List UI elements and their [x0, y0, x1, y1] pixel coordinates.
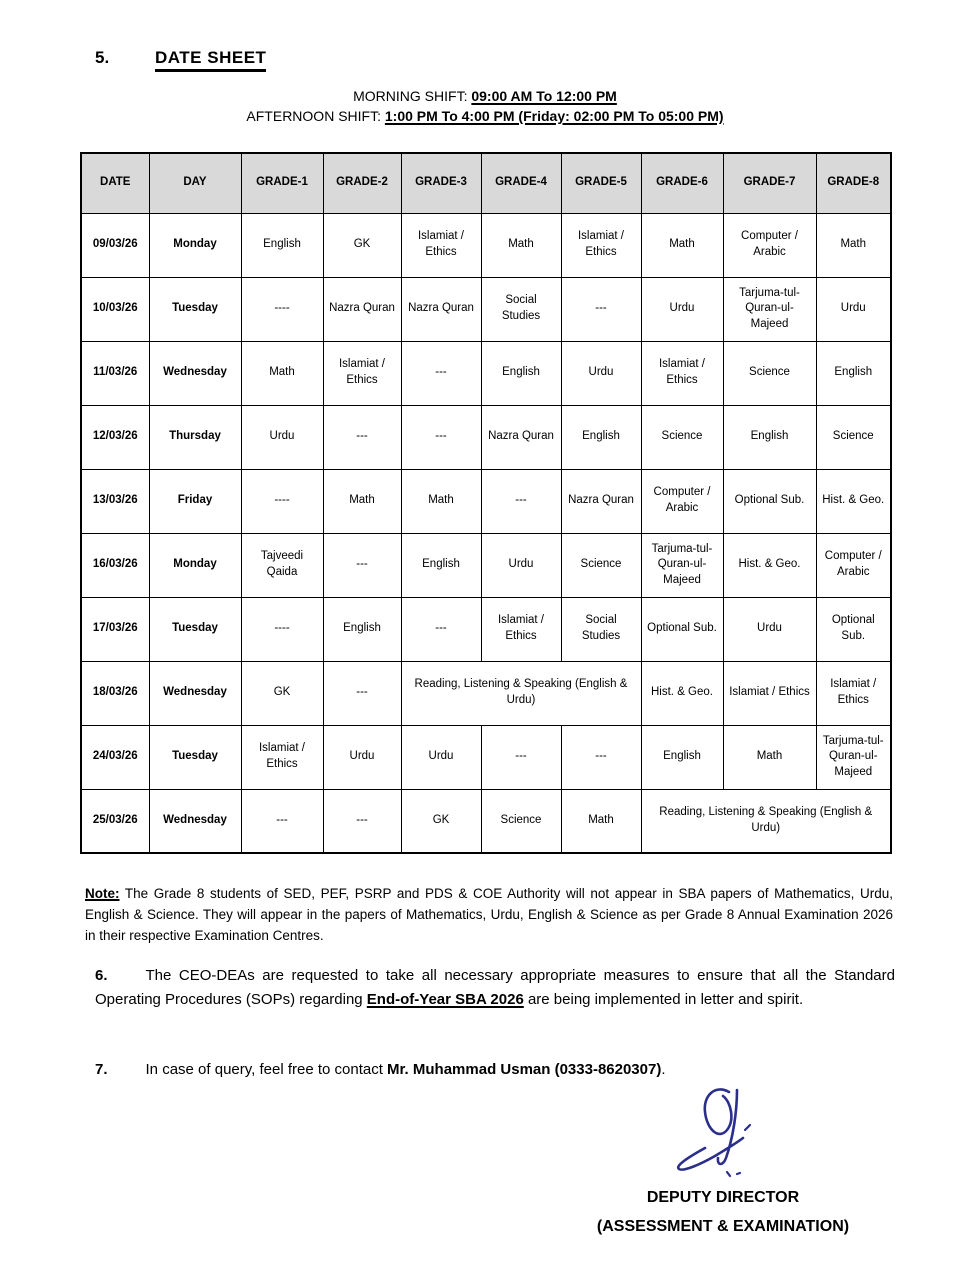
subject-cell: Social Studies — [481, 277, 561, 341]
paragraph-7-text-after: . — [661, 1061, 666, 1078]
subject-cell: GK — [241, 661, 323, 725]
subject-cell: Math — [323, 469, 401, 533]
subject-cell: Math — [816, 213, 891, 277]
paragraph-7-text: In case of query, feel free to contact — [145, 1061, 388, 1078]
column-header-grade-1: GRADE-1 — [241, 153, 323, 213]
subject-cell: Islamiat / Ethics — [481, 597, 561, 661]
subject-cell: --- — [241, 789, 323, 853]
shift-timings — [80, 86, 890, 127]
subject-cell: English — [323, 597, 401, 661]
date-sheet-table — [80, 152, 892, 854]
subject-cell: Nazra Quran — [323, 277, 401, 341]
subject-cell: Nazra Quran — [481, 405, 561, 469]
subject-cell: Science — [816, 405, 891, 469]
day-cell: Wednesday — [149, 341, 241, 405]
signatory-title-line1: DEPUTY DIRECTOR — [646, 1189, 800, 1206]
subject-cell: Tarjuma-tul-Quran-ul-Majeed — [641, 533, 723, 597]
table-body — [81, 213, 891, 853]
subject-cell: --- — [401, 405, 481, 469]
table-row — [81, 341, 891, 405]
subject-cell: Reading, Listening & Speaking (English & Urdu) — [401, 661, 641, 725]
date-cell: 24/03/26 — [81, 725, 149, 789]
subject-cell: Urdu — [816, 277, 891, 341]
subject-cell: Islamiat / Ethics — [241, 725, 323, 789]
subject-cell: Social Studies — [561, 597, 641, 661]
day-cell: Monday — [149, 213, 241, 277]
morning-shift-line — [80, 86, 890, 106]
subject-cell: --- — [561, 725, 641, 789]
day-cell: Friday — [149, 469, 241, 533]
table-header — [81, 153, 891, 213]
subject-cell: Islamiat / Ethics — [561, 213, 641, 277]
date-cell: 13/03/26 — [81, 469, 149, 533]
column-header-grade-5: GRADE-5 — [561, 153, 641, 213]
note-text: The Grade 8 students of SED, PEF, PSRP and PDS & COE Authority will not appear in SBA papers of Mathematics, Urdu, English & Science. They will appear in the papers of Mathematics, Urdu, English & Science as per Grade 8 Annual Examination 2026 in their respective Examination Centres. — [85, 886, 893, 943]
section-heading — [95, 48, 266, 68]
subject-cell: --- — [561, 277, 641, 341]
paragraph-6-text: The CEO-DEAs are requested to take all necessary appropriate measures to ensure that all the Standard Operating Procedures (SOPs) regarding — [95, 967, 895, 1009]
subject-cell: Optional Sub. — [641, 597, 723, 661]
subject-cell: English — [481, 341, 561, 405]
subject-cell: English — [723, 405, 816, 469]
subject-cell: ---- — [241, 597, 323, 661]
subject-cell: Nazra Quran — [401, 277, 481, 341]
subject-cell: Islamiat / Ethics — [723, 661, 816, 725]
day-cell: Tuesday — [149, 277, 241, 341]
subject-cell: Tarjuma-tul-Quran-ul-Majeed — [816, 725, 891, 789]
subject-cell: Computer / Arabic — [723, 213, 816, 277]
subject-cell: --- — [401, 341, 481, 405]
subject-cell: Islamiat / Ethics — [641, 341, 723, 405]
subject-cell: Math — [641, 213, 723, 277]
section-number: 5. — [95, 48, 110, 67]
subject-cell: Math — [241, 341, 323, 405]
column-header-grade-2: GRADE-2 — [323, 153, 401, 213]
signature-block — [548, 1086, 898, 1240]
date-cell: 09/03/26 — [81, 213, 149, 277]
date-cell: 11/03/26 — [81, 341, 149, 405]
column-header-grade-4: GRADE-4 — [481, 153, 561, 213]
subject-cell: GK — [323, 213, 401, 277]
subject-cell: --- — [481, 469, 561, 533]
subject-cell: Urdu — [401, 725, 481, 789]
column-header-grade-6: GRADE-6 — [641, 153, 723, 213]
page-title: DATE SHEET — [155, 48, 266, 72]
day-cell: Thursday — [149, 405, 241, 469]
subject-cell: Computer / Arabic — [816, 533, 891, 597]
day-cell: Tuesday — [149, 597, 241, 661]
morning-shift-time: 09:00 AM To 12:00 PM — [471, 88, 617, 104]
day-cell: Wednesday — [149, 661, 241, 725]
table-row — [81, 725, 891, 789]
subject-cell: Urdu — [561, 341, 641, 405]
subject-cell: Urdu — [323, 725, 401, 789]
subject-cell: English — [401, 533, 481, 597]
table-row — [81, 597, 891, 661]
date-cell: 18/03/26 — [81, 661, 149, 725]
subject-cell: Hist. & Geo. — [723, 533, 816, 597]
subject-cell: Science — [641, 405, 723, 469]
signatory-title-line2: (ASSESSMENT & EXAMINATION) — [596, 1217, 850, 1235]
subject-cell: --- — [323, 789, 401, 853]
subject-cell: Reading, Listening & Speaking (English & Urdu) — [641, 789, 891, 853]
date-cell: 17/03/26 — [81, 597, 149, 661]
paragraph-7-number: 7. — [95, 1061, 108, 1078]
subject-cell: Science — [561, 533, 641, 597]
subject-cell: Urdu — [241, 405, 323, 469]
subject-cell: --- — [401, 597, 481, 661]
subject-cell: --- — [323, 405, 401, 469]
morning-shift-label: MORNING SHIFT: — [353, 88, 472, 104]
column-header-date: DATE — [81, 153, 149, 213]
day-cell: Monday — [149, 533, 241, 597]
subject-cell: English — [561, 405, 641, 469]
subject-cell: Urdu — [641, 277, 723, 341]
note-label: Note: — [85, 886, 120, 901]
paragraph-6-highlight: End-of-Year SBA 2026 — [366, 991, 524, 1009]
contact-name: Mr. Muhammad Usman (0333-8620307) — [387, 1061, 662, 1078]
subject-cell: Optional Sub. — [723, 469, 816, 533]
signature-icon — [663, 1086, 783, 1182]
table-row — [81, 213, 891, 277]
table-row — [81, 277, 891, 341]
subject-cell: Hist. & Geo. — [641, 661, 723, 725]
date-cell: 10/03/26 — [81, 277, 149, 341]
subject-cell: Islamiat / Ethics — [816, 661, 891, 725]
subject-cell: Tarjuma-tul-Quran-ul-Majeed — [723, 277, 816, 341]
table-row — [81, 469, 891, 533]
subject-cell: Hist. & Geo. — [816, 469, 891, 533]
note-paragraph — [85, 884, 893, 947]
subject-cell: Urdu — [481, 533, 561, 597]
subject-cell: English — [241, 213, 323, 277]
day-cell: Tuesday — [149, 725, 241, 789]
column-header-grade-7: GRADE-7 — [723, 153, 816, 213]
column-header-grade-8: GRADE-8 — [816, 153, 891, 213]
subject-cell: Optional Sub. — [816, 597, 891, 661]
date-cell: 12/03/26 — [81, 405, 149, 469]
subject-cell: Science — [723, 341, 816, 405]
subject-cell: Math — [481, 213, 561, 277]
column-header-grade-3: GRADE-3 — [401, 153, 481, 213]
afternoon-shift-line — [80, 106, 890, 126]
afternoon-shift-label: AFTERNOON SHIFT: — [246, 108, 385, 125]
subject-cell: --- — [323, 661, 401, 725]
subject-cell: GK — [401, 789, 481, 853]
subject-cell: English — [641, 725, 723, 789]
paragraph-7 — [95, 1058, 895, 1082]
subject-cell: --- — [481, 725, 561, 789]
subject-cell: Nazra Quran — [561, 469, 641, 533]
table-row — [81, 789, 891, 853]
table-row — [81, 405, 891, 469]
subject-cell: Math — [723, 725, 816, 789]
subject-cell: Science — [481, 789, 561, 853]
paragraph-6 — [95, 964, 895, 1013]
subject-cell: Tajveedi Qaida — [241, 533, 323, 597]
column-header-day: DAY — [149, 153, 241, 213]
subject-cell: Computer / Arabic — [641, 469, 723, 533]
afternoon-shift-time: 1:00 PM To 4:00 PM (Friday: 02:00 PM To 05:00 PM) — [384, 108, 724, 125]
subject-cell: ---- — [241, 469, 323, 533]
date-cell: 16/03/26 — [81, 533, 149, 597]
date-cell: 25/03/26 — [81, 789, 149, 853]
subject-cell: Urdu — [723, 597, 816, 661]
paragraph-6-number: 6. — [95, 967, 108, 984]
subject-cell: Islamiat / Ethics — [401, 213, 481, 277]
subject-cell: Math — [401, 469, 481, 533]
table-row — [81, 661, 891, 725]
day-cell: Wednesday — [149, 789, 241, 853]
subject-cell: Islamiat / Ethics — [323, 341, 401, 405]
subject-cell: --- — [323, 533, 401, 597]
subject-cell: Math — [561, 789, 641, 853]
subject-cell: English — [816, 341, 891, 405]
table-row — [81, 533, 891, 597]
header-row — [81, 153, 891, 213]
paragraph-6-text-after: are being implemented in letter and spirit. — [523, 991, 804, 1009]
subject-cell: ---- — [241, 277, 323, 341]
